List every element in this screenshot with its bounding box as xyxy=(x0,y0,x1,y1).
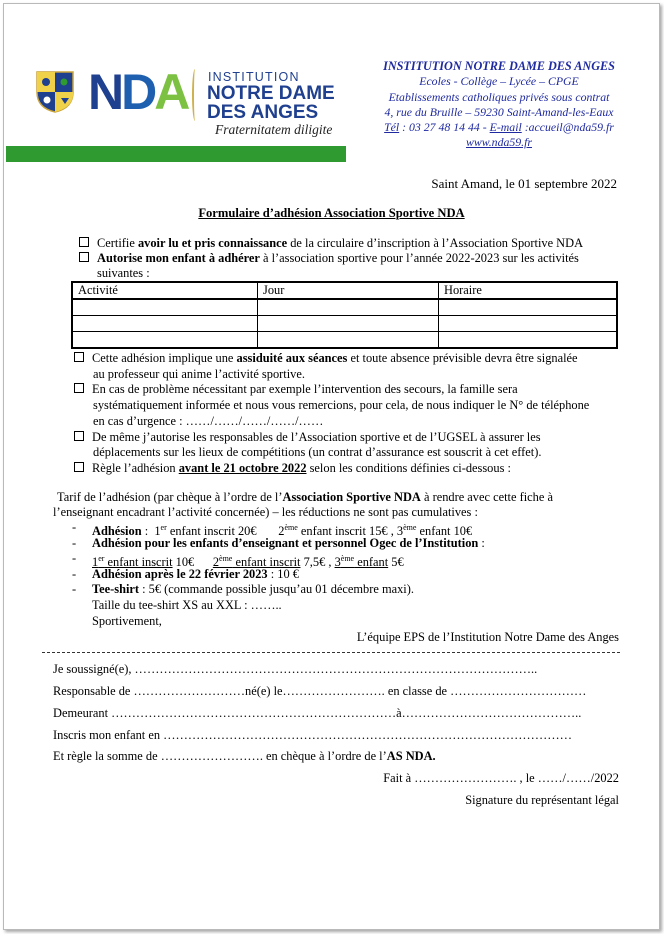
assiduity-checkbox[interactable] xyxy=(74,352,84,362)
table-cell-horaire[interactable] xyxy=(439,332,618,349)
s2-num: 2 xyxy=(212,555,220,570)
c1-line2: au professeur qui anime l’activité sportive. xyxy=(93,367,305,381)
email-address[interactable]: :accueil@nda59.fr xyxy=(521,120,614,135)
green-banner-bar xyxy=(6,146,346,162)
email-label: E-mail xyxy=(489,120,522,135)
child3-price: enfant 10€ xyxy=(416,524,473,539)
s1-num: 1 xyxy=(92,555,99,570)
condition-transport xyxy=(74,430,541,446)
logo-letter-a: A xyxy=(154,64,188,120)
c3-line1: De même j’autorise les responsables de l’Association sportive et de l’UGSEL à assurer les xyxy=(92,430,541,444)
tarif-late-row xyxy=(72,567,299,583)
table-cell-activite[interactable] xyxy=(72,332,258,349)
certify-text-pre: Certifie xyxy=(97,236,138,250)
tarif-line2: l’enseignant encadrant l’activité concernée) – les réductions ne sont pas cumulatives : xyxy=(53,505,478,519)
tee-shirt xyxy=(92,582,414,598)
school-name: INSTITUTION NOTRE DAME DES ANGES xyxy=(383,59,615,73)
c1-post: et toute absence prévisible devra être signalée xyxy=(347,351,578,365)
table-header-jour: Jour xyxy=(258,282,439,299)
s2-price: 7,5€ xyxy=(300,555,326,570)
activity-table xyxy=(71,281,618,349)
table-header-activite: Activité xyxy=(72,282,258,299)
s3-text: enfant xyxy=(354,555,389,570)
transport-checkbox[interactable] xyxy=(74,431,84,441)
s2-text: enfant inscrit xyxy=(232,555,301,570)
team-signature: L’équipe EPS de l’Institution Notre Dame des Anges xyxy=(356,630,619,644)
authorize-text-bold: Autorise mon enfant à adhérer xyxy=(97,251,260,265)
child1-sup: er xyxy=(160,523,167,532)
s2-sup: ème xyxy=(219,554,233,563)
tee-text: : 5€ (commande possible jusqu’au 01 décembre maxi). xyxy=(139,582,414,596)
tarif-staff-row xyxy=(72,536,485,552)
authorize-item xyxy=(79,251,579,267)
table-cell-jour[interactable] xyxy=(258,316,439,332)
deadline-checkbox[interactable] xyxy=(74,462,84,472)
c4-bold: avant le 21 octobre 2022 xyxy=(178,461,307,475)
list-dash: - xyxy=(72,567,77,581)
child1-num: 1 xyxy=(154,524,161,539)
c2-line3: en cas d’urgence : ……/……/……/……/…… xyxy=(93,414,324,428)
emergency-checkbox[interactable] xyxy=(74,383,84,393)
c2-line1: En cas de problème nécessitant par exemple l’intervention des secours, la famille sera xyxy=(92,382,518,396)
child3-num: 3 xyxy=(396,524,404,539)
table-cell-horaire[interactable] xyxy=(439,316,618,332)
list-dash: - xyxy=(72,520,77,534)
tel-label: Tél xyxy=(384,120,400,135)
s3-price: 5€ xyxy=(388,555,404,570)
authorize-checkbox[interactable] xyxy=(79,252,89,262)
s1-price: 10€ xyxy=(172,555,195,570)
c4-post: selon les conditions définies ci-dessous : xyxy=(306,461,511,475)
enrolled-field[interactable]: Inscris mon enfant en ……………………………………………………………………………………… xyxy=(53,728,572,742)
logo-school-name xyxy=(207,84,335,122)
table-row xyxy=(72,299,617,316)
certify-checkbox[interactable] xyxy=(79,237,89,247)
list-dash: - xyxy=(72,582,77,596)
undersigned-field[interactable]: Je soussigné(e), …………………………………………………………………………………….. xyxy=(53,662,538,676)
form-title: Formulaire d’adhésion Association Sportive NDA xyxy=(198,206,465,220)
table-header-row xyxy=(72,282,617,299)
condition-assiduity xyxy=(74,351,578,367)
s3-sup: ème xyxy=(340,554,355,563)
done-at-field[interactable]: Fait à ……………………. , le ……/……/2022 xyxy=(383,771,619,785)
logo-name-line2: DES ANGES xyxy=(207,102,319,123)
late-label: Adhésion après le 22 février 2023 xyxy=(92,567,268,581)
school-levels: Ecoles - Collège – Lycée – CPGE xyxy=(419,74,579,89)
school-address: 4, rue du Bruille – 59230 Saint-Amand-les-Eaux xyxy=(384,104,614,119)
table-cell-jour[interactable] xyxy=(258,332,439,349)
logo-institution-label: INSTITUTION xyxy=(208,70,300,84)
adhesion-colon: : xyxy=(141,524,149,539)
cut-line xyxy=(42,652,620,653)
tarif-adhesion-row xyxy=(72,520,473,539)
c1-pre: Cette adhésion implique une xyxy=(92,351,237,365)
staff-colon: : xyxy=(478,536,485,550)
s1-text: enfant inscrit xyxy=(104,555,173,570)
table-row xyxy=(72,316,617,332)
tee-label: Tee-shirt xyxy=(92,582,140,596)
condition-emergency xyxy=(74,382,518,398)
school-contact-block xyxy=(364,59,634,151)
payment-field[interactable] xyxy=(53,749,436,764)
tarif-staff xyxy=(92,536,485,552)
child3-sup: ème xyxy=(403,523,417,532)
c3-line2: déplacements sur les lieux de compétitions (un contrat d’assurance est souscrit à cet effet). xyxy=(93,445,542,459)
tarif-post: à rendre avec cette fiche à xyxy=(420,490,553,504)
certify-text-post: de la circulaire d’inscription à l’Association Sportive NDA xyxy=(287,236,584,250)
authorize-text-post: à l’association sportive pour l’année 2022-2023 sur les activités xyxy=(259,251,579,265)
authorize-line2: suivantes : xyxy=(97,266,150,280)
table-header-horaire: Horaire xyxy=(439,282,618,299)
table-cell-activite[interactable] xyxy=(72,299,258,316)
tee-size: Taille du tee-shirt XS au XXL : …….. xyxy=(92,598,282,612)
c4-pre: Règle l’adhésion xyxy=(92,461,179,475)
s3-sep: , xyxy=(325,555,335,570)
logo-letter-n: N xyxy=(88,64,122,120)
child2-price: enfant inscrit 15€ xyxy=(297,524,388,539)
tarif-staff-prices-row xyxy=(72,551,404,570)
payment-bold: AS NDA. xyxy=(386,749,436,763)
condition-payment-deadline xyxy=(74,461,511,477)
s1-sup: er xyxy=(98,554,105,563)
logo-name-line1: NOTRE DAME xyxy=(207,83,335,104)
date-line: Saint Amand, le 01 septembre 2022 xyxy=(431,176,617,191)
tarif-bold: Association Sportive NDA xyxy=(282,490,421,504)
coat-of-arms-icon xyxy=(35,70,75,114)
logo-motto: Fraternitatem diligite xyxy=(215,122,333,137)
table-cell-activite[interactable] xyxy=(72,316,258,332)
responsible-field[interactable]: Responsable de ………………………né(e) le……………………. en classe de …………………………… xyxy=(53,684,587,698)
logo-separator xyxy=(192,69,198,121)
document-page xyxy=(3,3,660,930)
certify-text-bold: avoir lu et pris connaissance xyxy=(137,236,288,250)
school-network: Etablissements catholiques privés sous contrat xyxy=(388,89,610,104)
c2-line2: systématiquement informée et nous vous remercions, pour cela, de nous indiquer le N° de téléphone xyxy=(93,398,590,412)
late-price: : 10 € xyxy=(267,567,299,581)
logo-nda xyxy=(88,64,187,120)
tel-number: : 03 27 48 14 44 - xyxy=(399,120,490,135)
certify-item xyxy=(79,236,583,252)
website-link[interactable]: www.nda59.fr xyxy=(466,135,532,150)
logo-letter-d: D xyxy=(121,64,155,120)
school-website xyxy=(364,135,634,150)
signature-label: Signature du représentant légal xyxy=(465,793,619,807)
tarif-tee-row xyxy=(72,582,414,598)
list-dash: - xyxy=(72,536,77,550)
staff-label: Adhésion pour les enfants d’enseignant et personnel Ogec de l’Institution xyxy=(92,536,479,550)
child3-sep: , xyxy=(387,524,397,539)
child1-price: enfant inscrit 20€ xyxy=(166,524,257,539)
adhesion-label: Adhésion xyxy=(92,524,142,539)
payment-pre: Et règle la somme de ……………………. en chèque à l’ordre de l’ xyxy=(53,749,387,763)
child2-sup: ème xyxy=(284,523,298,532)
table-cell-jour[interactable] xyxy=(258,299,439,316)
s3-num: 3 xyxy=(334,555,341,570)
table-cell-horaire[interactable] xyxy=(439,299,618,316)
school-phone-email xyxy=(364,120,634,135)
c1-bold: assiduité aux séances xyxy=(236,351,348,365)
closing: Sportivement, xyxy=(92,614,162,628)
tarif-line1 xyxy=(57,490,553,506)
child2-num: 2 xyxy=(278,524,285,539)
tarif-pre: Tarif de l’adhésion (par chèque à l’ordre de l’ xyxy=(57,490,283,504)
residing-field[interactable]: Demeurant ……………………………………………………………à…………………………………….. xyxy=(53,706,582,720)
list-dash: - xyxy=(72,551,77,565)
table-row xyxy=(72,332,617,349)
late-fee xyxy=(92,567,299,583)
